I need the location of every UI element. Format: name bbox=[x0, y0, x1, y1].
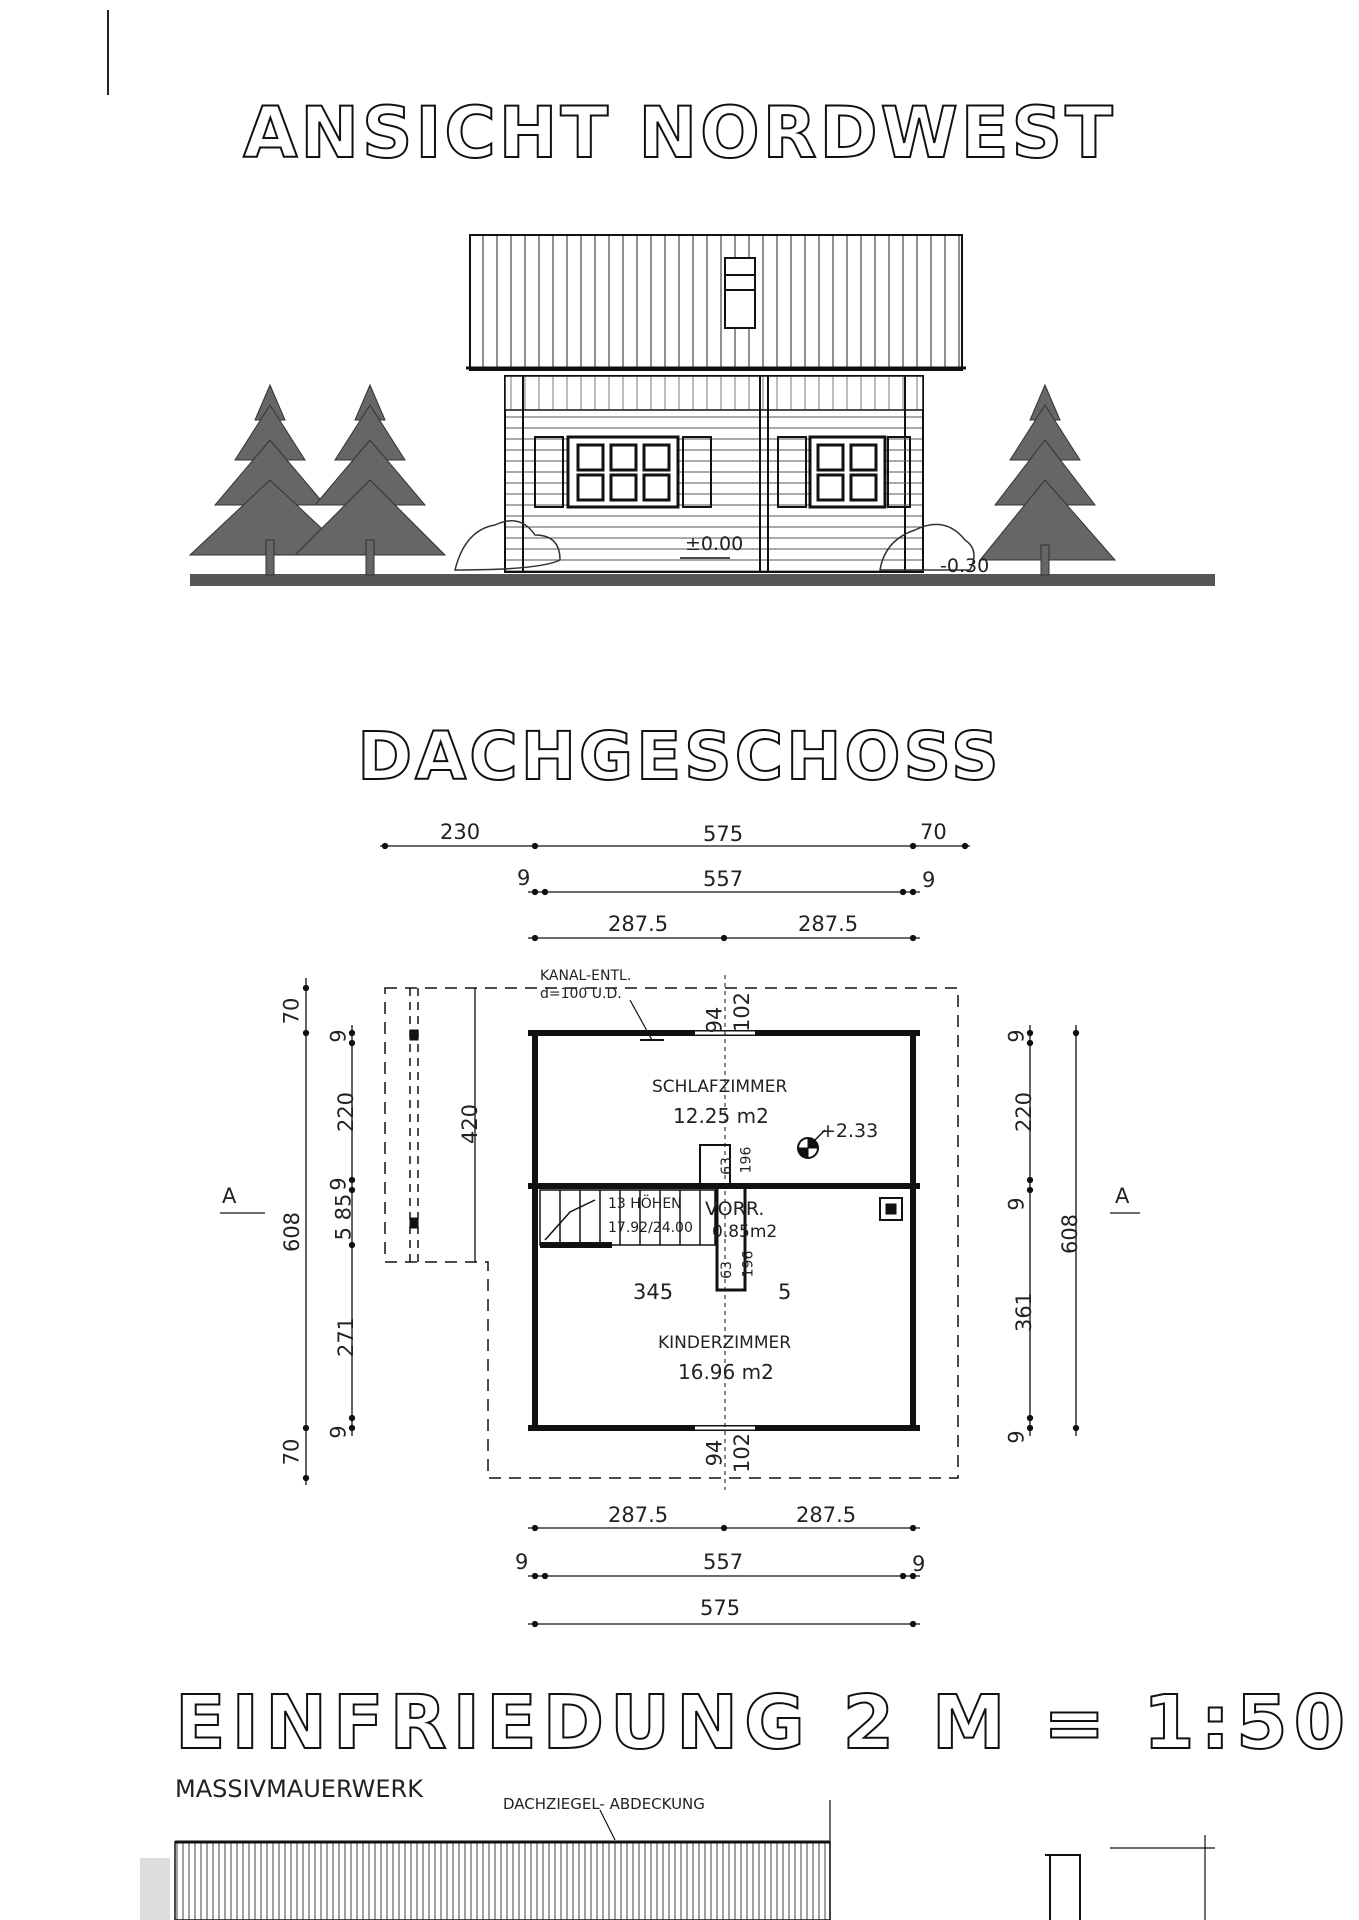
dim-inner-94b: 94 bbox=[702, 1439, 727, 1467]
dim-left-9a: 9 bbox=[326, 1029, 351, 1043]
dim-bot-575: 575 bbox=[700, 1596, 741, 1620]
dim-bot-2875a: 287.5 bbox=[608, 1503, 669, 1527]
section-mark-left: A bbox=[222, 1184, 237, 1208]
dim-inner-102b: 102 bbox=[730, 1432, 755, 1474]
dim-bot-2875b: 287.5 bbox=[796, 1503, 857, 1527]
dim-right-9a: 9 bbox=[1004, 1029, 1029, 1043]
dim-top-9a: 9 bbox=[517, 866, 531, 890]
room-area-bedroom: 12.25 m2 bbox=[673, 1104, 769, 1128]
tree-3 bbox=[980, 385, 1115, 575]
dim-top-557: 557 bbox=[703, 867, 744, 891]
dim-inner-196b: 196 bbox=[740, 1250, 757, 1278]
scan-shadow bbox=[140, 1858, 170, 1920]
dim-left-220: 220 bbox=[334, 1091, 359, 1133]
dim-left-70a: 70 bbox=[279, 997, 304, 1025]
roof bbox=[470, 235, 962, 370]
dim-inner-5: 5 bbox=[778, 1280, 792, 1304]
dim-right-220: 220 bbox=[1012, 1091, 1037, 1133]
room-name-children: KINDERZIMMER bbox=[658, 1333, 792, 1353]
level-attic: +2.33 bbox=[820, 1120, 879, 1142]
dim-inner-94a: 94 bbox=[702, 1006, 727, 1034]
dim-bot-9b: 9 bbox=[912, 1552, 926, 1576]
section-mark-right: A bbox=[1115, 1184, 1130, 1208]
room-area-children: 16.96 m2 bbox=[678, 1360, 774, 1384]
fence-section bbox=[140, 1800, 1215, 1920]
dim-top-230: 230 bbox=[440, 820, 481, 844]
roof-vent bbox=[725, 258, 755, 328]
dim-top-2875b: 287.5 bbox=[798, 912, 859, 936]
dim-top-2875a: 287.5 bbox=[608, 912, 669, 936]
level-terrain: -0.30 bbox=[940, 555, 990, 577]
dim-left-271: 271 bbox=[334, 1316, 359, 1358]
dim-right-9b: 9 bbox=[1004, 1197, 1029, 1211]
dim-left-85: 5 85 bbox=[331, 1193, 356, 1241]
dim-top-575: 575 bbox=[703, 822, 744, 846]
title-floor-plan: DACHGESCHOSS bbox=[357, 718, 1002, 795]
dim-inner-63b: 63 bbox=[718, 1261, 735, 1279]
dim-left-9c: 9 bbox=[326, 1425, 351, 1439]
dim-left-608: 608 bbox=[280, 1211, 305, 1253]
title-elevation: ANSICHT NORDWEST bbox=[243, 92, 1116, 174]
dim-right-361: 361 bbox=[1012, 1291, 1037, 1333]
dim-inner-63a: 63 bbox=[718, 1157, 735, 1175]
dim-right-608: 608 bbox=[1058, 1213, 1083, 1255]
dim-left-70b: 70 bbox=[279, 1438, 304, 1466]
note-stairs-1: 13 HÖHEN bbox=[608, 1196, 682, 1212]
dim-top-9b: 9 bbox=[922, 868, 936, 892]
room-name-hall: VORR. bbox=[705, 1198, 765, 1220]
fence-roof-note: DACHZIEGEL- ABDECKUNG bbox=[503, 1795, 705, 1813]
dim-left-9b: 9 bbox=[326, 1177, 351, 1191]
tree-2 bbox=[295, 385, 445, 575]
dim-left-420: 420 bbox=[458, 1103, 483, 1145]
note-stairs-2: 17.92/24.00 bbox=[608, 1220, 693, 1236]
dim-inner-196a: 196 bbox=[738, 1146, 755, 1174]
title-fence: EINFRIEDUNG 2 M = 1:50 bbox=[175, 1680, 1352, 1766]
ground-strip bbox=[190, 574, 1215, 586]
room-name-bedroom: SCHLAFZIMMER bbox=[652, 1077, 788, 1097]
window-right bbox=[778, 437, 910, 507]
note-drain-1: KANAL-ENTL. bbox=[540, 968, 632, 984]
level-ground: ±0.00 bbox=[685, 533, 744, 555]
dim-right-9c: 9 bbox=[1004, 1430, 1029, 1444]
note-drain-2: d=100 U.D. bbox=[540, 986, 622, 1002]
dim-bot-9a: 9 bbox=[515, 1550, 529, 1574]
window-left bbox=[535, 437, 711, 507]
dim-bot-557: 557 bbox=[703, 1550, 744, 1574]
dim-inner-102a: 102 bbox=[730, 991, 755, 1033]
dim-top-70: 70 bbox=[920, 820, 947, 844]
room-area-hall: 0.85m2 bbox=[712, 1222, 778, 1242]
fence-material: MASSIVMAUERWERK bbox=[175, 1775, 423, 1803]
dim-inner-345: 345 bbox=[633, 1280, 674, 1304]
fence-wall bbox=[175, 1842, 830, 1920]
